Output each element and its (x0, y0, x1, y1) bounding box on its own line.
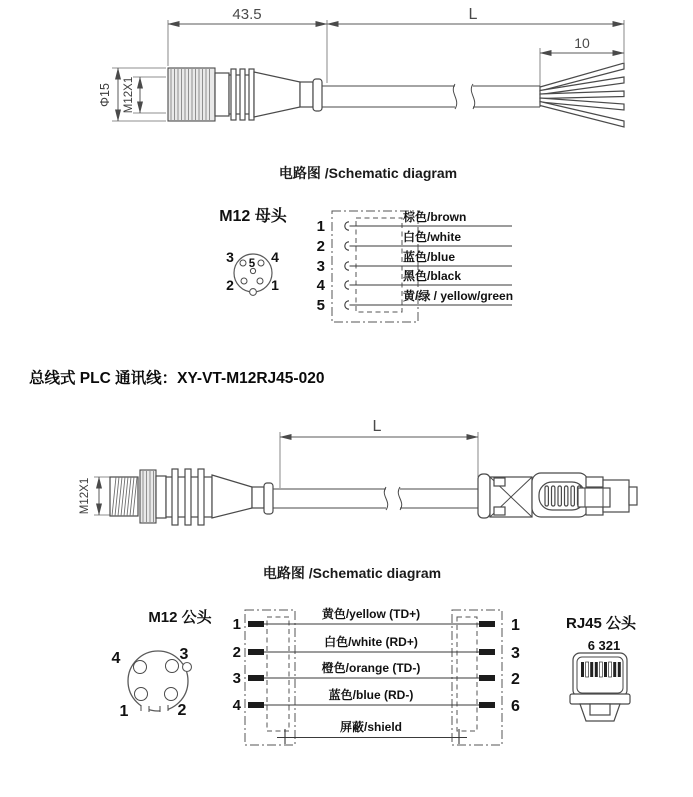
rib (198, 469, 204, 525)
m12-pin-number: 1 (232, 616, 241, 633)
face-pin-3: 3 (226, 249, 234, 265)
rj45-insert-box (457, 617, 477, 731)
cable-flange (313, 79, 322, 111)
pin-number: 5 (316, 297, 325, 314)
schematic-title-2: 电路图 /Schematic diagram (262, 565, 442, 581)
strain-relief-taper (254, 72, 300, 117)
pin-number: 4 (316, 277, 325, 294)
m12-pin-number: 2 (232, 644, 241, 661)
strain-relief-taper (212, 475, 252, 518)
face-pin-2: 2 (226, 277, 234, 293)
m12-male-rj45-cordset-drawing (79, 418, 637, 525)
rj45-pin-number: 1 (511, 617, 520, 634)
m12-male-rj45-schematic (112, 565, 637, 745)
mold-clip (494, 507, 505, 515)
wire-color-label: 黄色/yellow (TD+) (321, 607, 421, 621)
m12-male-label: M12 公头 (148, 609, 212, 626)
mold-clip (494, 478, 505, 486)
connector-insert-box (356, 218, 402, 312)
shield-label: 屏蔽/shield (339, 720, 403, 734)
cable-run-2 (273, 487, 478, 510)
m12-female-connector-body (168, 68, 322, 121)
pin-number: 3 (316, 258, 325, 275)
socket-contact (345, 242, 349, 250)
dim-value-strip-length: 10 (574, 35, 590, 51)
socket-contact (345, 222, 349, 230)
cable-break-left (384, 487, 387, 510)
face-pin-4: 4 (271, 249, 279, 265)
keying-notch (250, 289, 257, 296)
socket-contact (345, 301, 349, 309)
cable-break-left (453, 84, 456, 109)
dim-value-connector-length: 43.5 (232, 6, 262, 23)
cable-break-right (398, 487, 401, 510)
m12-female-label: M12 母头 (219, 208, 287, 225)
plug-tab-top (586, 477, 603, 487)
rj45-pin-order: 6 321 (587, 638, 621, 653)
shield-row (277, 719, 467, 744)
face-pin-2: 2 (177, 702, 187, 719)
wire-color-label: 棕色/brown (403, 210, 467, 224)
nut-step (215, 73, 229, 116)
rj45-male-label: RJ45 公头 (565, 615, 637, 632)
cable-run (322, 84, 540, 109)
wire-color-label: 黑色/black (403, 269, 462, 283)
latch-base (570, 694, 630, 704)
dim-value-thread: M12X1 (123, 76, 135, 114)
m12-pin-number: 3 (232, 670, 241, 687)
neck (300, 82, 313, 107)
m12-male-connector-body (110, 469, 273, 525)
rib (185, 469, 191, 525)
dim-value-diameter: Φ15 (98, 83, 112, 107)
rj45-connector-body (478, 473, 637, 518)
face-pin-1: 1 (119, 703, 129, 720)
m12-pin-number: 4 (232, 697, 241, 714)
wire-color-label: 橙色/orange (TD-) (321, 661, 421, 675)
plug-tip (629, 487, 637, 505)
pin-number: 2 (316, 238, 325, 255)
neck (252, 487, 264, 508)
m12-female-cordset-drawing (98, 6, 624, 127)
rj45-face-view (566, 615, 637, 721)
rib (172, 469, 178, 525)
product-title: 总线式 PLC 通讯线：XY-VT-M12RJ45-020 (29, 370, 325, 387)
socket-contact (345, 262, 349, 270)
bottom-notch (141, 704, 149, 712)
cable-break-right (471, 84, 474, 109)
rj45-pin-number: 2 (511, 671, 520, 688)
wire-color-label: 蓝色/blue (RD-) (328, 688, 414, 702)
stripped-wires (540, 63, 624, 127)
latch-bar (578, 488, 610, 507)
latch-tab (590, 704, 610, 715)
dim-value-cable-length: L (468, 6, 478, 23)
m12-female-schematic (219, 165, 513, 322)
keying-notch (183, 663, 192, 672)
ring-step (156, 476, 166, 518)
rib (249, 69, 254, 120)
rj45-pin-number: 3 (511, 645, 520, 662)
face-pin-3: 3 (179, 646, 189, 663)
wire-color-label: 白色/white (403, 230, 462, 244)
dim-value-cable-length-2: L (372, 418, 382, 435)
dim-value-thread-2: M12X1 (79, 477, 91, 515)
socket-contact (345, 281, 349, 289)
rib (231, 69, 236, 120)
pin-row-5 (317, 288, 513, 314)
wire-color-label: 蓝色/blue (403, 250, 456, 264)
face-pin-1: 1 (271, 277, 279, 293)
wire-color-label: 白色/white (RD+) (324, 635, 418, 649)
rj45-pin-number: 6 (511, 698, 520, 715)
m12-insert-box (267, 617, 289, 731)
face-pin-5: 5 (248, 258, 256, 270)
boot-flange (478, 474, 490, 518)
face-pin-4: 4 (111, 650, 121, 667)
cable-flange (264, 483, 273, 514)
pin-number: 1 (316, 218, 325, 235)
m12-male-face-view (112, 646, 192, 720)
bottom-notch (160, 704, 168, 712)
rib (240, 69, 245, 120)
rj45-contacts (581, 662, 621, 677)
m12-female-face-view (226, 249, 279, 295)
wire-color-label: 黄/绿 / yellow/green (403, 289, 514, 303)
schematic-title: 电路图 /Schematic diagram (278, 165, 458, 181)
